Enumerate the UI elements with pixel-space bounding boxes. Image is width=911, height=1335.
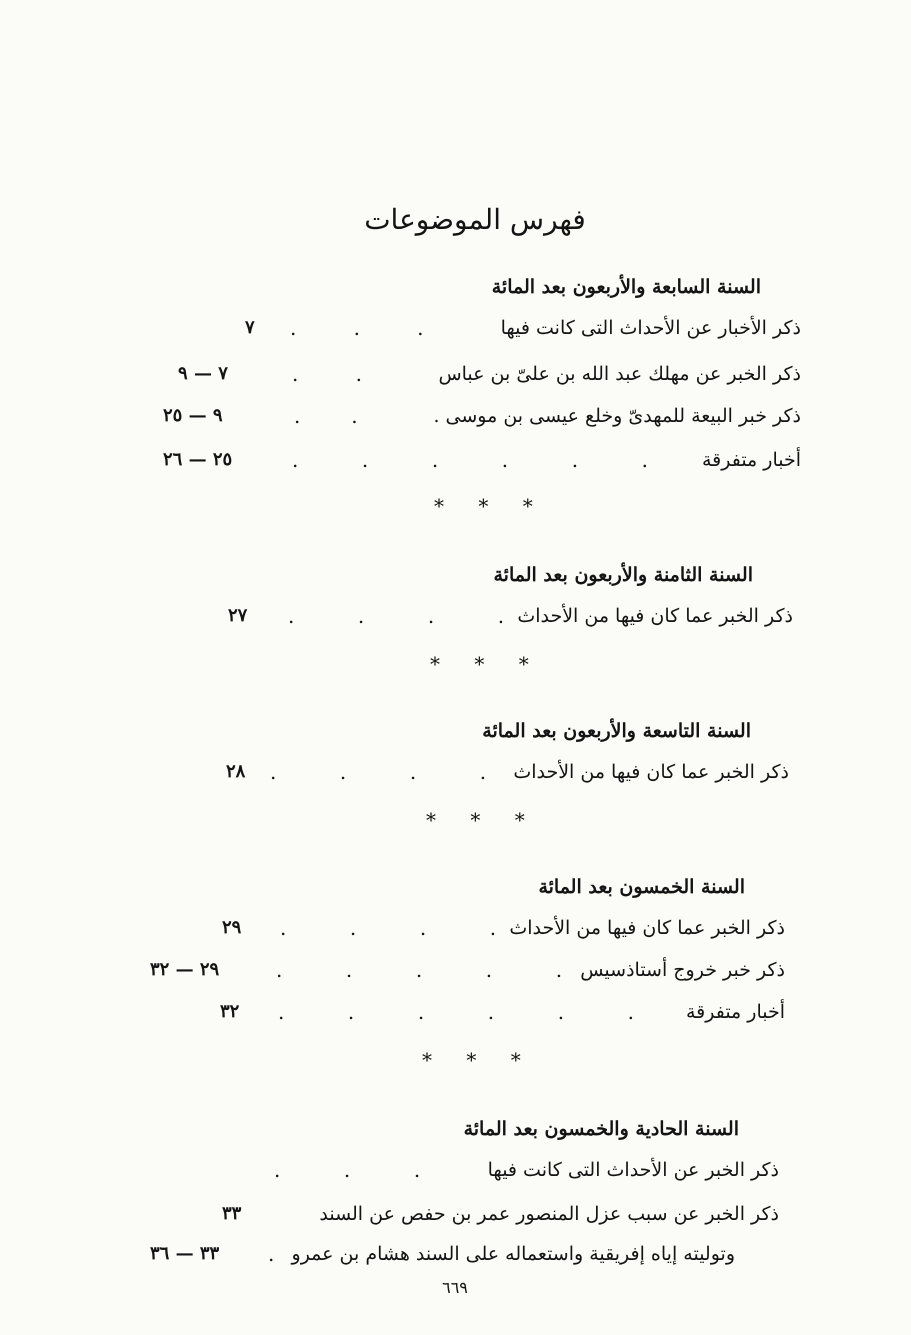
toc-entry — [0, 1194, 911, 1234]
section-separator: * * * — [434, 494, 547, 518]
entry-text: وتوليته إياه إفريقية واستعماله على السند هشام بن عمرو — [291, 1243, 735, 1265]
entry-text: أخبار متفرقة — [685, 1001, 785, 1023]
leader-dots: . — [268, 1242, 275, 1266]
leader-dots: . . — [294, 404, 358, 428]
entry-pages: ٢٧ — [228, 605, 248, 626]
toc-entry — [0, 396, 911, 436]
section-heading: السنة الحادية والخمسون بعد المائة — [463, 1118, 739, 1140]
section-heading: السنة الثامنة والأربعون بعد المائة — [493, 564, 753, 586]
section-separator: * * * — [430, 652, 543, 676]
entry-text: أخبار متفرقة — [701, 449, 801, 471]
entry-text: ذكر الخبر عما كان فيها من الأحداث — [509, 917, 785, 939]
section-separator: * * * — [422, 1048, 535, 1072]
section-heading: السنة التاسعة والأربعون بعد المائة — [482, 720, 751, 742]
entry-pages: ٢٥ — ٢٦ — [163, 449, 233, 470]
entry-text: ذكر الخبر عما كان فيها من الأحداث — [513, 761, 789, 783]
entry-pages: ٢٨ — [226, 761, 246, 782]
entry-text: ذكر الأخبار عن الأحداث التى كانت فيها — [500, 317, 801, 339]
leader-dots: . . . . — [270, 760, 487, 784]
toc-entry — [0, 596, 911, 636]
leader-dots: . . . — [274, 1158, 421, 1182]
toc-entry — [0, 440, 911, 480]
leader-dots: . . . . . — [276, 958, 563, 982]
leader-dots: . . . . — [288, 604, 505, 628]
entry-pages: ٩ — ٢٥ — [163, 405, 223, 426]
leader-dots: . . . . — [280, 916, 497, 940]
entry-text: ذكر الخبر عن سبب عزل المنصور عمر بن حفص عن السند — [319, 1203, 779, 1225]
toc-entry — [0, 908, 911, 948]
entry-text: ذكر خبر البيعة للمهدىّ وخلع عيسى بن موسى . — [433, 405, 801, 427]
page-number: ٦٦٩ — [442, 1278, 468, 1297]
toc-entry — [0, 1234, 911, 1274]
section-separator: * * * — [426, 808, 539, 832]
toc-entry — [0, 354, 911, 394]
entry-text: ذكر خبر خروج أستاذسيس — [580, 959, 785, 981]
leader-dots: . . . . . . — [292, 448, 649, 472]
entry-pages: ٢٩ — [222, 917, 242, 938]
section-heading: السنة الخمسون بعد المائة — [538, 876, 745, 898]
page-title: فهرس الموضوعات — [364, 203, 586, 236]
toc-entry — [0, 992, 911, 1032]
entry-pages: ٧ — ٩ — [178, 363, 228, 384]
entry-text: ذكر الخبر عما كان فيها من الأحداث — [517, 605, 793, 627]
entry-pages: ٣٢ — [220, 1001, 240, 1022]
entry-pages: ٧ — [245, 317, 255, 338]
toc-entry — [0, 950, 911, 990]
leader-dots: . . . — [290, 316, 424, 340]
toc-entry — [0, 752, 911, 792]
entry-pages: ٢٩ — ٣٢ — [150, 959, 220, 980]
leader-dots: . . — [292, 362, 362, 386]
entry-text: ذكر الخبر عن مهلك عبد الله بن علىّ بن عباس — [438, 363, 801, 385]
toc-entry — [0, 1150, 911, 1190]
entry-pages: ٣٣ — ٣٦ — [150, 1243, 220, 1264]
leader-dots: . . . . . . — [278, 1000, 635, 1024]
section-heading: السنة السابعة والأربعون بعد المائة — [491, 276, 761, 298]
entry-text: ذكر الخبر عن الأحداث التى كانت فيها — [487, 1159, 779, 1181]
entry-pages: ٣٣ — [222, 1203, 242, 1224]
toc-entry — [0, 308, 911, 348]
